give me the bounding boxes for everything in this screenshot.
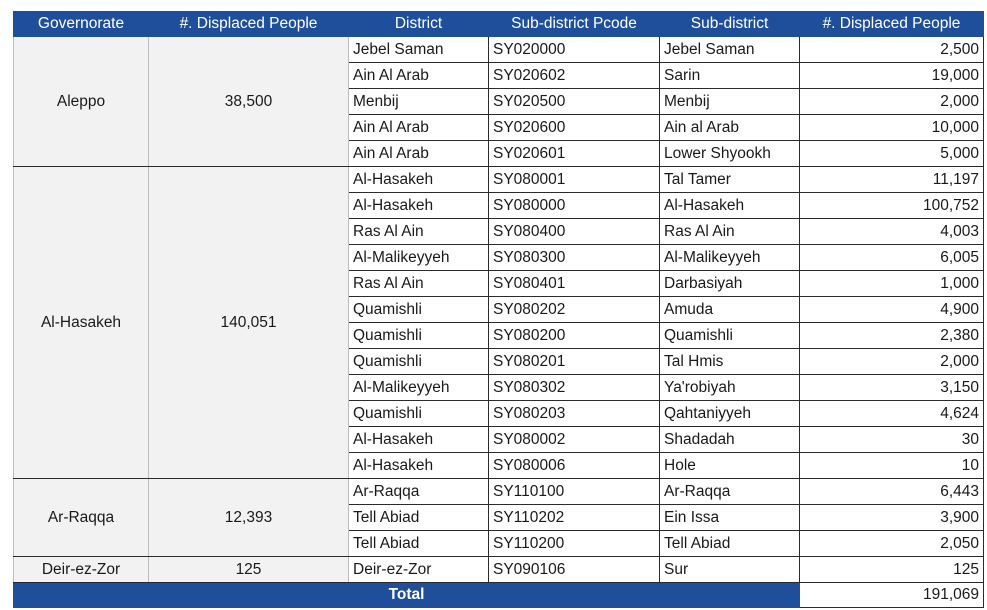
- subdistrict-displaced-cell: 10,000: [800, 115, 984, 141]
- governorate-name: Deir-ez-Zor: [14, 557, 149, 583]
- subdistrict-cell: Tal Tamer: [660, 167, 800, 193]
- subdistrict-displaced-cell: 30: [800, 427, 984, 453]
- governorate-displaced: 140,051: [149, 167, 349, 479]
- subdistrict-cell: Darbasiyah: [660, 271, 800, 297]
- subdistrict-displaced-cell: 125: [800, 557, 984, 583]
- pcode-cell: SY110100: [489, 479, 660, 505]
- governorate-name: Aleppo: [14, 37, 149, 167]
- pcode-cell: SY080302: [489, 375, 660, 401]
- district-cell: Quamishli: [349, 349, 489, 375]
- subdistrict-cell: Al-Hasakeh: [660, 193, 800, 219]
- header-district: District: [349, 12, 489, 37]
- district-cell: Ain Al Arab: [349, 115, 489, 141]
- district-cell: Al-Hasakeh: [349, 453, 489, 479]
- subdistrict-displaced-cell: 2,380: [800, 323, 984, 349]
- subdistrict-cell: Sur: [660, 557, 800, 583]
- governorate-name: Al-Hasakeh: [14, 167, 149, 479]
- pcode-cell: SY020500: [489, 89, 660, 115]
- header-subdistrict-displaced: #. Displaced People: [800, 12, 984, 37]
- subdistrict-displaced-cell: 4,003: [800, 219, 984, 245]
- subdistrict-cell: Hole: [660, 453, 800, 479]
- subdistrict-displaced-cell: 6,443: [800, 479, 984, 505]
- subdistrict-displaced-cell: 19,000: [800, 63, 984, 89]
- header-row: [14, 12, 984, 37]
- subdistrict-displaced-cell: 5,000: [800, 141, 984, 167]
- district-cell: Deir-ez-Zor: [349, 557, 489, 583]
- pcode-cell: SY020601: [489, 141, 660, 167]
- governorate-name: Ar-Raqqa: [14, 479, 149, 557]
- district-cell: Tell Abiad: [349, 531, 489, 557]
- district-cell: Quamishli: [349, 323, 489, 349]
- district-cell: Menbij: [349, 89, 489, 115]
- pcode-cell: SY080202: [489, 297, 660, 323]
- subdistrict-cell: Shadadah: [660, 427, 800, 453]
- pcode-cell: SY080000: [489, 193, 660, 219]
- subdistrict-cell: Sarin: [660, 63, 800, 89]
- subdistrict-displaced-cell: 6,005: [800, 245, 984, 271]
- table-row: [14, 167, 984, 193]
- subdistrict-displaced-cell: 1,000: [800, 271, 984, 297]
- governorate-displaced: 38,500: [149, 37, 349, 167]
- total-value: 191,069: [800, 583, 984, 608]
- district-cell: Ain Al Arab: [349, 63, 489, 89]
- pcode-cell: SY080002: [489, 427, 660, 453]
- district-cell: Ar-Raqqa: [349, 479, 489, 505]
- subdistrict-displaced-cell: 4,624: [800, 401, 984, 427]
- district-cell: Al-Malikeyyeh: [349, 245, 489, 271]
- pcode-cell: SY080300: [489, 245, 660, 271]
- pcode-cell: SY110200: [489, 531, 660, 557]
- subdistrict-cell: Ar-Raqqa: [660, 479, 800, 505]
- subdistrict-cell: Jebel Saman: [660, 37, 800, 63]
- total-label: Total: [14, 583, 800, 608]
- subdistrict-cell: Amuda: [660, 297, 800, 323]
- subdistrict-cell: Quamishli: [660, 323, 800, 349]
- district-cell: Al-Hasakeh: [349, 427, 489, 453]
- governorate-displaced: 12,393: [149, 479, 349, 557]
- subdistrict-displaced-cell: 2,500: [800, 37, 984, 63]
- pcode-cell: SY110202: [489, 505, 660, 531]
- district-cell: Ain Al Arab: [349, 141, 489, 167]
- header-gov-displaced: #. Displaced People: [149, 12, 349, 37]
- table-body: [14, 37, 984, 583]
- district-cell: Jebel Saman: [349, 37, 489, 63]
- table-row: [14, 37, 984, 63]
- subdistrict-cell: Ein Issa: [660, 505, 800, 531]
- pcode-cell: SY080006: [489, 453, 660, 479]
- subdistrict-displaced-cell: 10: [800, 453, 984, 479]
- district-cell: Al-Hasakeh: [349, 193, 489, 219]
- subdistrict-cell: Ya'robiyah: [660, 375, 800, 401]
- subdistrict-displaced-cell: 100,752: [800, 193, 984, 219]
- header-governorate: Governorate: [14, 12, 149, 37]
- governorate-displaced: 125: [149, 557, 349, 583]
- subdistrict-displaced-cell: 11,197: [800, 167, 984, 193]
- subdistrict-cell: Tal Hmis: [660, 349, 800, 375]
- pcode-cell: SY080400: [489, 219, 660, 245]
- pcode-cell: SY090106: [489, 557, 660, 583]
- district-cell: Ras Al Ain: [349, 271, 489, 297]
- pcode-cell: SY020602: [489, 63, 660, 89]
- pcode-cell: SY020600: [489, 115, 660, 141]
- district-cell: Tell Abiad: [349, 505, 489, 531]
- pcode-cell: SY080001: [489, 167, 660, 193]
- table-row: [14, 557, 984, 583]
- subdistrict-cell: Al-Malikeyyeh: [660, 245, 800, 271]
- subdistrict-displaced-cell: 4,900: [800, 297, 984, 323]
- pcode-cell: SY020000: [489, 37, 660, 63]
- subdistrict-cell: Ain al Arab: [660, 115, 800, 141]
- subdistrict-cell: Lower Shyookh: [660, 141, 800, 167]
- subdistrict-displaced-cell: 2,000: [800, 89, 984, 115]
- subdistrict-displaced-cell: 3,150: [800, 375, 984, 401]
- district-cell: Quamishli: [349, 401, 489, 427]
- pcode-cell: SY080201: [489, 349, 660, 375]
- subdistrict-displaced-cell: 2,050: [800, 531, 984, 557]
- subdistrict-cell: Qahtaniyyeh: [660, 401, 800, 427]
- table-row: [14, 479, 984, 505]
- header-subdistrict: Sub-district: [660, 12, 800, 37]
- district-cell: Quamishli: [349, 297, 489, 323]
- subdistrict-cell: Ras Al Ain: [660, 219, 800, 245]
- pcode-cell: SY080200: [489, 323, 660, 349]
- subdistrict-cell: Tell Abiad: [660, 531, 800, 557]
- pcode-cell: SY080203: [489, 401, 660, 427]
- displaced-people-table: [13, 11, 984, 608]
- subdistrict-displaced-cell: 3,900: [800, 505, 984, 531]
- pcode-cell: SY080401: [489, 271, 660, 297]
- district-cell: Al-Hasakeh: [349, 167, 489, 193]
- district-cell: Ras Al Ain: [349, 219, 489, 245]
- header-subdistrict-pcode: Sub-district Pcode: [489, 12, 660, 37]
- district-cell: Al-Malikeyyeh: [349, 375, 489, 401]
- subdistrict-displaced-cell: 2,000: [800, 349, 984, 375]
- total-row: [14, 583, 984, 608]
- subdistrict-cell: Menbij: [660, 89, 800, 115]
